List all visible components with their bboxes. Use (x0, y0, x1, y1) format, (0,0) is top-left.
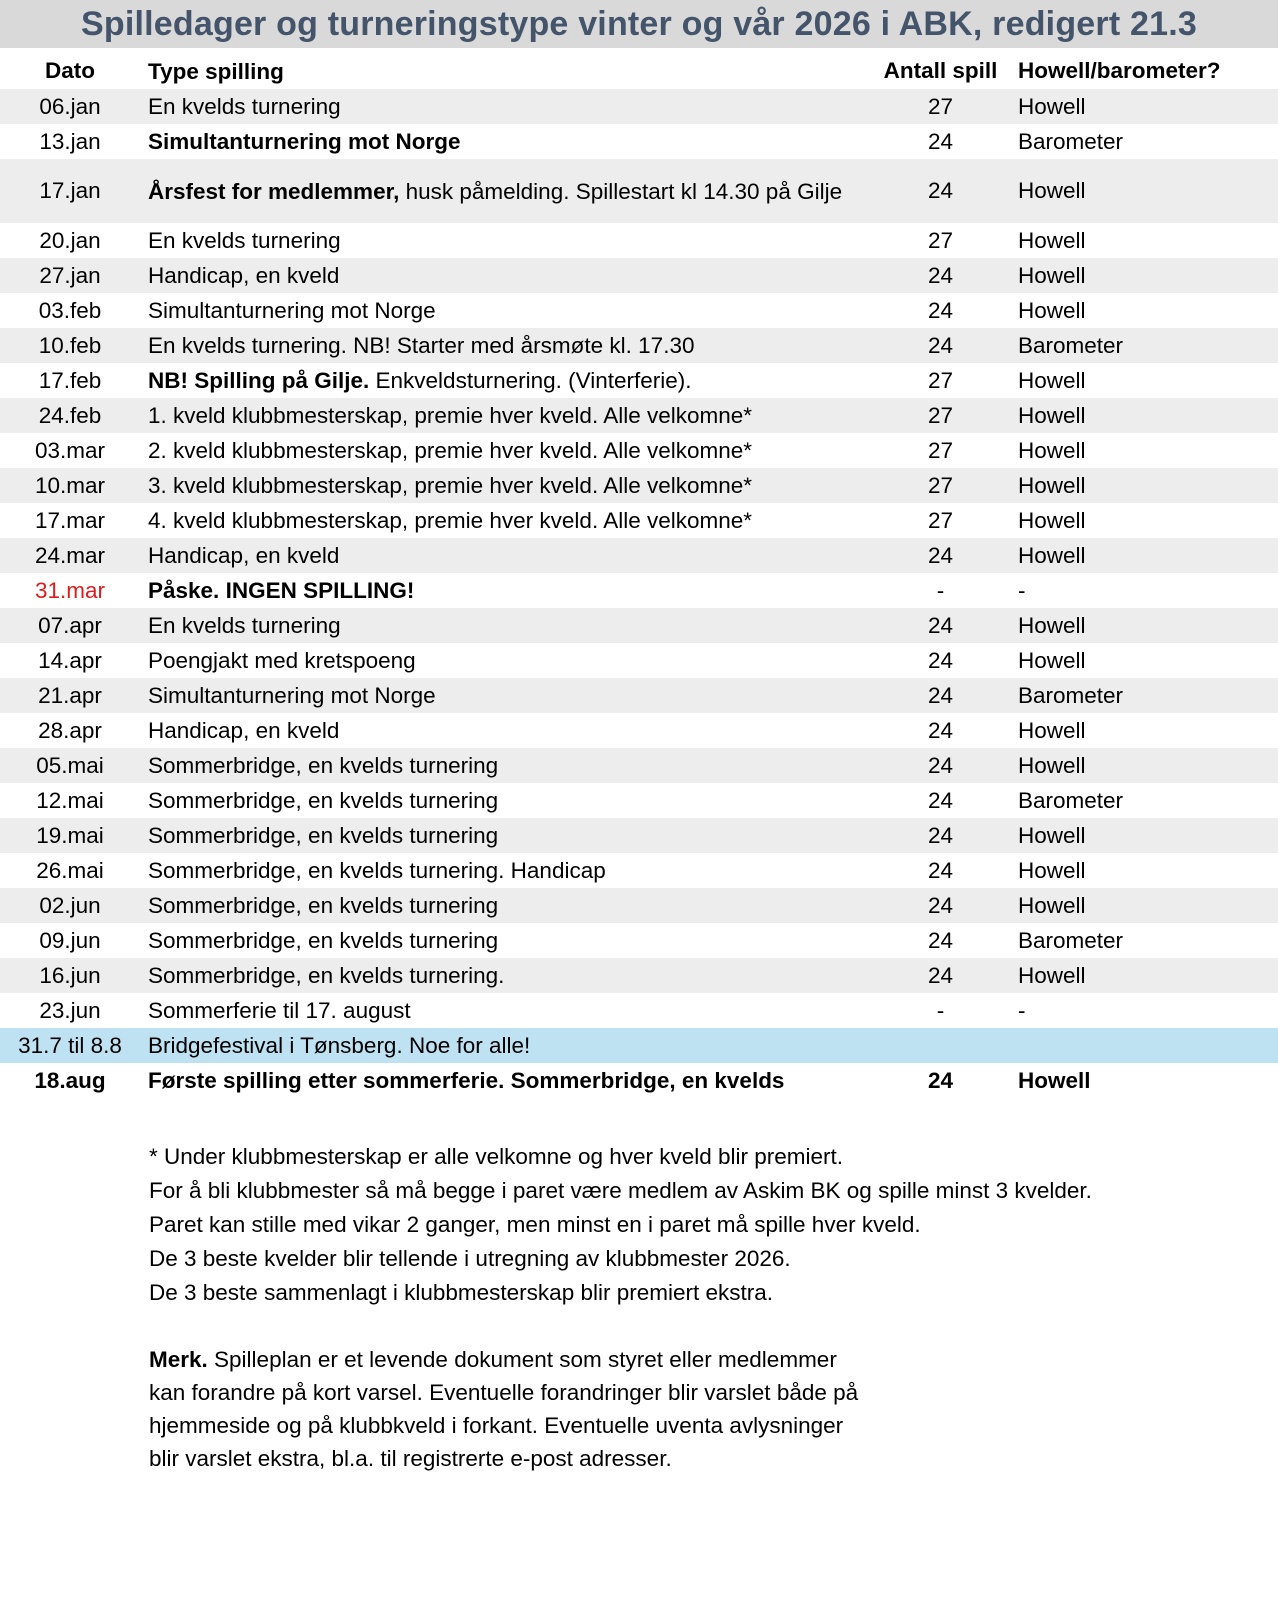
row-kind: Howell (1018, 1067, 1091, 1093)
row-type (140, 470, 863, 501)
row-type-text: Sommerbridge, en kvelds turnering. (148, 963, 505, 988)
row-type (140, 505, 863, 536)
table-row (0, 124, 1278, 159)
row-type (140, 680, 863, 711)
row-kind: Howell (1018, 752, 1086, 778)
row-date: 14.apr (38, 647, 102, 673)
table-row (0, 328, 1278, 363)
row-type-text: 3. kveld klubbmesterskap, premie hver kveld. Alle velkomne* (148, 473, 753, 498)
row-date: 17.mar (34, 507, 106, 533)
table-row (0, 1063, 1278, 1098)
row-count: 24 (927, 178, 954, 203)
table-row (0, 958, 1278, 993)
table-row (0, 433, 1278, 468)
row-type-text: Sommerbridge, en kvelds turnering (148, 893, 499, 918)
row-type-bold: Påske. INGEN SPILLING! (148, 578, 415, 603)
row-count: 27 (927, 367, 954, 393)
title-banner (0, 0, 1278, 48)
row-date: 27.jan (39, 262, 101, 288)
row-count: 27 (927, 93, 954, 119)
row-count: 24 (927, 332, 954, 358)
row-type-bold: NB! Spilling på Gilje. (148, 368, 370, 393)
row-type-bold: Simultanturnering mot Norge (148, 129, 461, 154)
row-date: 03.mar (34, 437, 106, 463)
row-date: 10.mar (34, 472, 106, 498)
row-kind: - (1018, 577, 1026, 603)
row-type (140, 995, 863, 1026)
row-count: - (936, 997, 945, 1023)
row-date: 21.apr (38, 682, 102, 708)
row-kind: Barometer (1018, 682, 1124, 708)
row-type-text: Simultanturnering mot Norge (148, 298, 436, 323)
table-row (0, 608, 1278, 643)
row-type (140, 750, 863, 781)
table-row (0, 258, 1278, 293)
row-type-text: Handicap, en kveld (148, 263, 340, 288)
row-type-text: 4. kveld klubbmesterskap, premie hver kveld. Alle velkomne* (148, 508, 753, 533)
row-kind: Howell (1018, 612, 1086, 638)
row-type-text: Bridgefestival i Tønsberg. Noe for alle! (148, 1033, 531, 1058)
table-row (0, 538, 1278, 573)
table-row (0, 363, 1278, 398)
page-title: Spilledager og turneringstype vinter og vår 2026 i ABK, redigert 21.3 (81, 4, 1197, 43)
row-date: 02.jun (39, 892, 101, 918)
row-count: 24 (927, 787, 954, 813)
row-type-text: Poengjakt med kretspoeng (148, 648, 416, 673)
row-date: 18.aug (34, 1067, 106, 1093)
row-date: 07.apr (38, 612, 102, 638)
merk-text: Spilleplan er et levende dokument som styret eller medlemmer kan forandre på kort varsel. Eventuelle forandringer blir varslet både på hjemmeside og på klubbkveld i forkant. Eventuelle uventa avlysninger blir varslet ekstra, bl.a. til registrerte e-post adresser. (149, 1347, 859, 1471)
row-kind: Howell (1018, 892, 1086, 918)
row-type (140, 960, 863, 991)
row-kind: Barometer (1018, 332, 1124, 358)
row-type-text: Sommerbridge, en kvelds turnering. Handicap (148, 858, 606, 883)
row-type (140, 785, 863, 816)
row-type-text: Handicap, en kveld (148, 718, 340, 743)
table-row (0, 293, 1278, 328)
row-kind: Barometer (1018, 128, 1124, 154)
footnotes (149, 1140, 1249, 1310)
row-type-text: En kvelds turnering (148, 613, 341, 638)
row-kind: Howell (1018, 93, 1086, 119)
row-date: 26.mai (36, 857, 104, 883)
table-row (0, 783, 1278, 818)
row-date: 12.mai (36, 787, 104, 813)
row-kind: Howell (1018, 507, 1086, 533)
row-count: 24 (927, 752, 954, 778)
table-row (0, 923, 1278, 958)
row-type (140, 540, 863, 571)
row-date: 03.feb (38, 297, 102, 323)
table-row (0, 993, 1278, 1028)
row-type-text: husk påmelding. Spillestart kl 14.30 på Gilje (399, 178, 843, 204)
row-date: 05.mai (36, 752, 104, 778)
row-type (140, 126, 863, 157)
row-date: 17.jan (39, 178, 101, 203)
row-count: 24 (927, 717, 954, 743)
note-line: Paret kan stille med vikar 2 ganger, men minst en i paret må spille hver kveld. (149, 1212, 921, 1237)
row-count: 24 (927, 1067, 954, 1093)
row-count: 24 (927, 857, 954, 883)
row-count: 27 (927, 227, 954, 253)
row-kind: Howell (1018, 262, 1086, 288)
row-date: 13.jan (39, 128, 101, 154)
row-type (140, 330, 863, 361)
row-type (140, 295, 863, 326)
row-kind: - (1018, 997, 1026, 1023)
row-kind: Howell (1018, 227, 1086, 253)
row-type (140, 365, 863, 396)
row-date: 24.feb (38, 402, 102, 428)
row-date: 16.jun (39, 962, 101, 988)
row-type (140, 1030, 863, 1061)
row-type (140, 1065, 863, 1096)
row-kind: Howell (1018, 647, 1086, 673)
table-row (0, 223, 1278, 258)
row-type (140, 400, 863, 431)
row-type-text: Sommerferie til 17. august (148, 998, 411, 1023)
header-count: Antall spill (883, 58, 998, 83)
row-type (140, 225, 863, 256)
table-row (0, 1028, 1278, 1063)
row-type-text: Handicap, en kveld (148, 543, 340, 568)
row-type (140, 855, 863, 886)
note-line: For å bli klubbmester så må begge i paret være medlem av Askim BK og spille minst 3 kvelder. (149, 1178, 1092, 1203)
row-count: 24 (927, 927, 954, 953)
row-type (140, 925, 863, 956)
header-kind: Howell/barometer? (1018, 58, 1221, 83)
table-row (0, 748, 1278, 783)
row-kind: Howell (1018, 542, 1086, 568)
row-type-text: En kvelds turnering (148, 228, 341, 253)
note-line: * Under klubbmesterskap er alle velkomne og hver kveld blir premiert. (149, 1144, 844, 1169)
row-type-text: Første spilling etter sommerferie. Sommerbridge, en kvelds (148, 1068, 785, 1093)
row-date: 23.jun (39, 997, 101, 1023)
row-kind: Howell (1018, 472, 1086, 498)
row-type (140, 610, 863, 641)
row-count: 24 (927, 892, 954, 918)
row-type-text: Enkveldsturnering. (Vinterferie). (369, 368, 692, 393)
table-row (0, 573, 1278, 608)
header-date: Dato (45, 58, 95, 83)
row-type-text: Sommerbridge, en kvelds turnering (148, 823, 499, 848)
row-count: - (936, 577, 945, 603)
row-count: 24 (927, 612, 954, 638)
row-count: 27 (927, 402, 954, 428)
row-date: 24.mar (34, 542, 106, 568)
row-kind: Howell (1018, 178, 1086, 203)
row-type-bold: Årsfest for medlemmer, (148, 178, 400, 204)
row-type (140, 575, 863, 606)
table-row (0, 818, 1278, 853)
schedule-table (0, 53, 1278, 1098)
table-row (0, 159, 1278, 223)
table-row (0, 468, 1278, 503)
row-kind: Barometer (1018, 927, 1124, 953)
row-date: 09.jun (39, 927, 101, 953)
row-kind: Howell (1018, 367, 1086, 393)
row-type-text: 2. kveld klubbmesterskap, premie hver kveld. Alle velkomne* (148, 438, 753, 463)
table-row (0, 643, 1278, 678)
row-type-text: Sommerbridge, en kvelds turnering (148, 788, 499, 813)
row-type-text: 1. kveld klubbmesterskap, premie hver kveld. Alle velkomne* (148, 403, 753, 428)
row-type-text: Simultanturnering mot Norge (148, 683, 436, 708)
row-type (140, 91, 863, 122)
row-kind: Howell (1018, 857, 1086, 883)
merk-note (149, 1343, 869, 1475)
table-body (0, 89, 1278, 1098)
row-date: 06.jan (39, 93, 101, 119)
row-type-text: Sommerbridge, en kvelds turnering (148, 928, 499, 953)
row-kind: Howell (1018, 717, 1086, 743)
row-kind: Howell (1018, 962, 1086, 988)
table-row (0, 89, 1278, 124)
row-count: 27 (927, 472, 954, 498)
row-count: 24 (927, 822, 954, 848)
row-count: 24 (927, 297, 954, 323)
row-date: 20.jan (39, 227, 101, 253)
table-row (0, 713, 1278, 748)
row-kind: Barometer (1018, 787, 1124, 813)
note-line: De 3 beste kvelder blir tellende i utregning av klubbmester 2026. (149, 1246, 791, 1271)
row-count: 27 (927, 437, 954, 463)
row-type-text: En kvelds turnering. NB! Starter med årsmøte kl. 17.30 (148, 333, 695, 358)
row-kind: Howell (1018, 437, 1086, 463)
row-date: 19.mai (36, 822, 104, 848)
row-date: 17.feb (38, 367, 102, 393)
row-count: 24 (927, 128, 954, 154)
row-date: 31.mar (34, 577, 106, 603)
merk-label: Merk. (149, 1347, 208, 1372)
row-type (140, 820, 863, 851)
row-type (140, 435, 863, 466)
table-row (0, 678, 1278, 713)
row-count: 24 (927, 542, 954, 568)
row-count: 24 (927, 682, 954, 708)
row-type (140, 715, 863, 746)
row-kind: Howell (1018, 297, 1086, 323)
row-type (140, 176, 863, 207)
row-date: 10.feb (38, 332, 102, 358)
row-type-text: Sommerbridge, en kvelds turnering (148, 753, 499, 778)
note-line: De 3 beste sammenlagt i klubbmesterskap blir premiert ekstra. (149, 1280, 774, 1305)
row-count: 24 (927, 962, 954, 988)
header-type: Type spilling (148, 58, 284, 84)
row-type (140, 890, 863, 921)
row-type (140, 645, 863, 676)
table-header (0, 53, 1278, 89)
row-kind: Howell (1018, 822, 1086, 848)
row-type (140, 260, 863, 291)
table-row (0, 398, 1278, 433)
table-row (0, 888, 1278, 923)
row-count: 24 (927, 262, 954, 288)
row-type-text: En kvelds turnering (148, 94, 341, 119)
row-kind: Howell (1018, 402, 1086, 428)
table-row (0, 853, 1278, 888)
row-date: 28.apr (38, 717, 102, 743)
row-count: 27 (927, 507, 954, 533)
row-date: 31.7 til 8.8 (18, 1032, 122, 1058)
table-row (0, 503, 1278, 538)
row-count: 24 (927, 647, 954, 673)
